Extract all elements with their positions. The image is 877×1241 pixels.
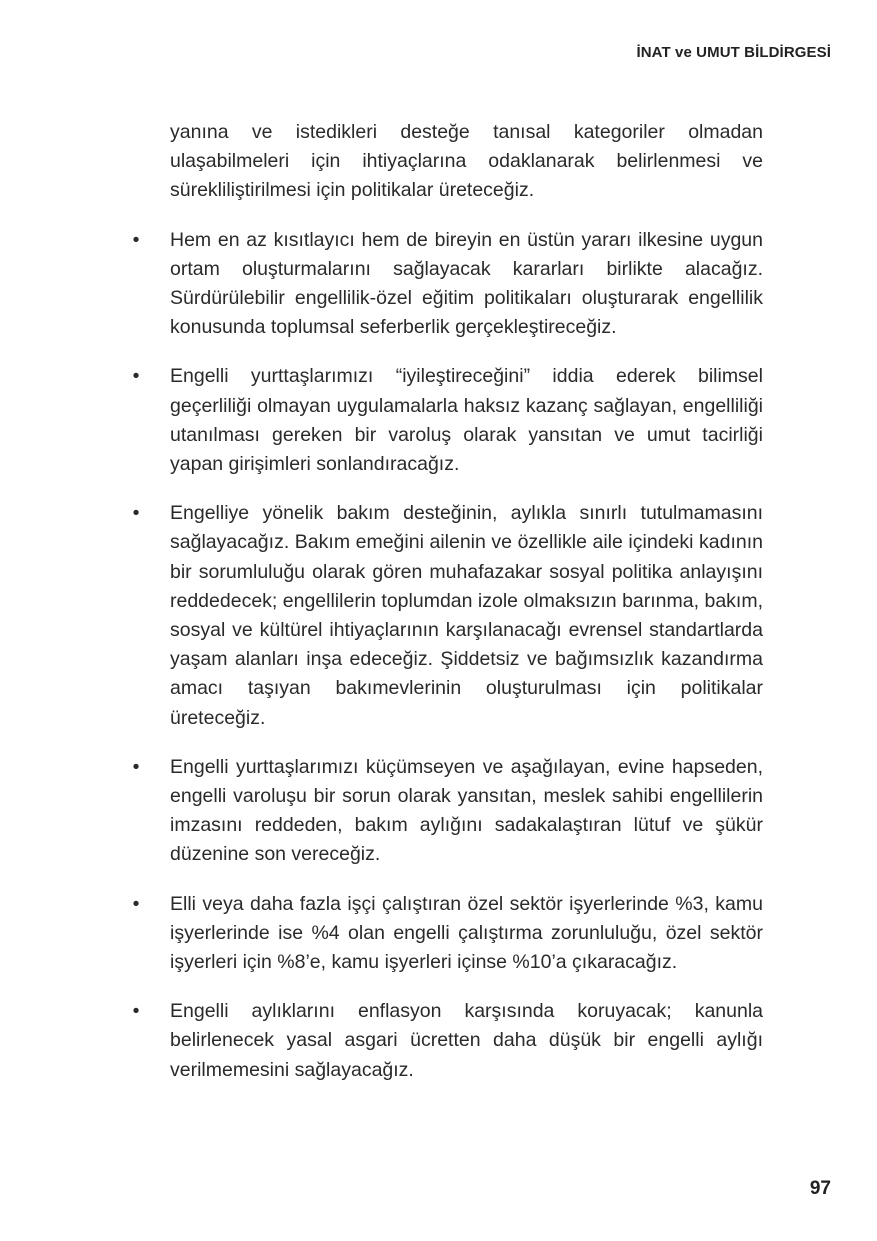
page-number: 97 — [809, 1178, 831, 1199]
bullet-icon: • — [132, 1000, 140, 1023]
running-header: İNAT ve UMUT BİLDİRGESİ — [636, 44, 831, 61]
bullet-item — [132, 362, 763, 479]
bullet-item — [132, 753, 763, 870]
bullet-item — [132, 499, 763, 733]
continued-paragraph: yanına ve istedikleri desteğe tanısal kategoriler olmadan ulaşabilmeleri için ihtiyaçlarına odaklanarak belirlenmesi ve sürekliliştirilmesi için politikalar üreteceğiz. — [170, 121, 763, 202]
bullet-text: Engelli yurttaşlarımızı küçümseyen ve aşağılayan, evine hapseden, engelli varoluşu bir sorun olarak yansıtan, meslek sahibi engellilerin imzasını reddeden, bakım aylığını sadakalaştıran lütuf ve şükür düzenine son vereceğiz. — [170, 755, 763, 866]
bullet-text: Elli veya daha fazla işçi çalıştıran özel sektör işyerlerinde %3, kamu işyerlerinde ise %4 olan engelli çalıştırma zorunluluğu, özel sektör işyerleri için %8’e, kamu işyerleri içinse %10’a çıkaracağız. — [170, 892, 763, 974]
bullet-text: Engelli aylıklarını enflasyon karşısında koruyacak; kanunla belirlenecek yasal asgari ücretten daha düşük bir engelli aylığı verilmemesini sağlayacağız. — [170, 1000, 763, 1081]
bullet-item — [132, 997, 763, 1085]
bullet-list — [132, 226, 763, 1085]
bullet-item — [132, 226, 763, 343]
bullet-item — [132, 890, 763, 978]
bullet-icon: • — [132, 228, 140, 251]
bullet-text: Hem en az kısıtlayıcı hem de bireyin en üstün yararı ilkesine uygun ortam oluşturmalarını sağlayacak kararları birlikte alacağız. Sürdürülebilir engellilik-özel eğitim politikaları oluşturarak engellilik konusunda toplumsal seferberlik gerçekleştireceğiz. — [170, 228, 763, 339]
bullet-icon: • — [132, 892, 140, 915]
bullet-text: Engelliye yönelik bakım desteğinin, aylıkla sınırlı tutulmamasını sağlayacağız. Bakım emeğini ailenin ve özellikle aile içindeki kadının bir sorumluluğu olarak gören muhafazakar sosyal politika anlayışını reddedecek; engellilerin toplumdan izole olmaksızın barınma, bakım, sosyal ve kültürel ihtiyaçlarının karşılanacağı evrensel standartlarda yaşam alanları inşa edeceğiz. Şiddetsiz ve bağımsızlık kazandırma amacı taşıyan bakımevlerinin oluşturulması için politikalar üreteceğiz. — [170, 502, 763, 729]
bullet-text: Engelli yurttaşlarımızı “iyileştireceğini” iddia ederek bilimsel geçerliliği olmayan uygulamalarla haksız kazanç sağlayan, engelliliği utanılması gereken bir varoluş olarak yansıtan ve umut tacirliği yapan girişimleri sonlandıracağız. — [170, 365, 763, 476]
document-body — [132, 118, 763, 1105]
bullet-icon: • — [132, 365, 140, 388]
bullet-icon: • — [132, 502, 140, 525]
bullet-icon: • — [132, 755, 140, 778]
